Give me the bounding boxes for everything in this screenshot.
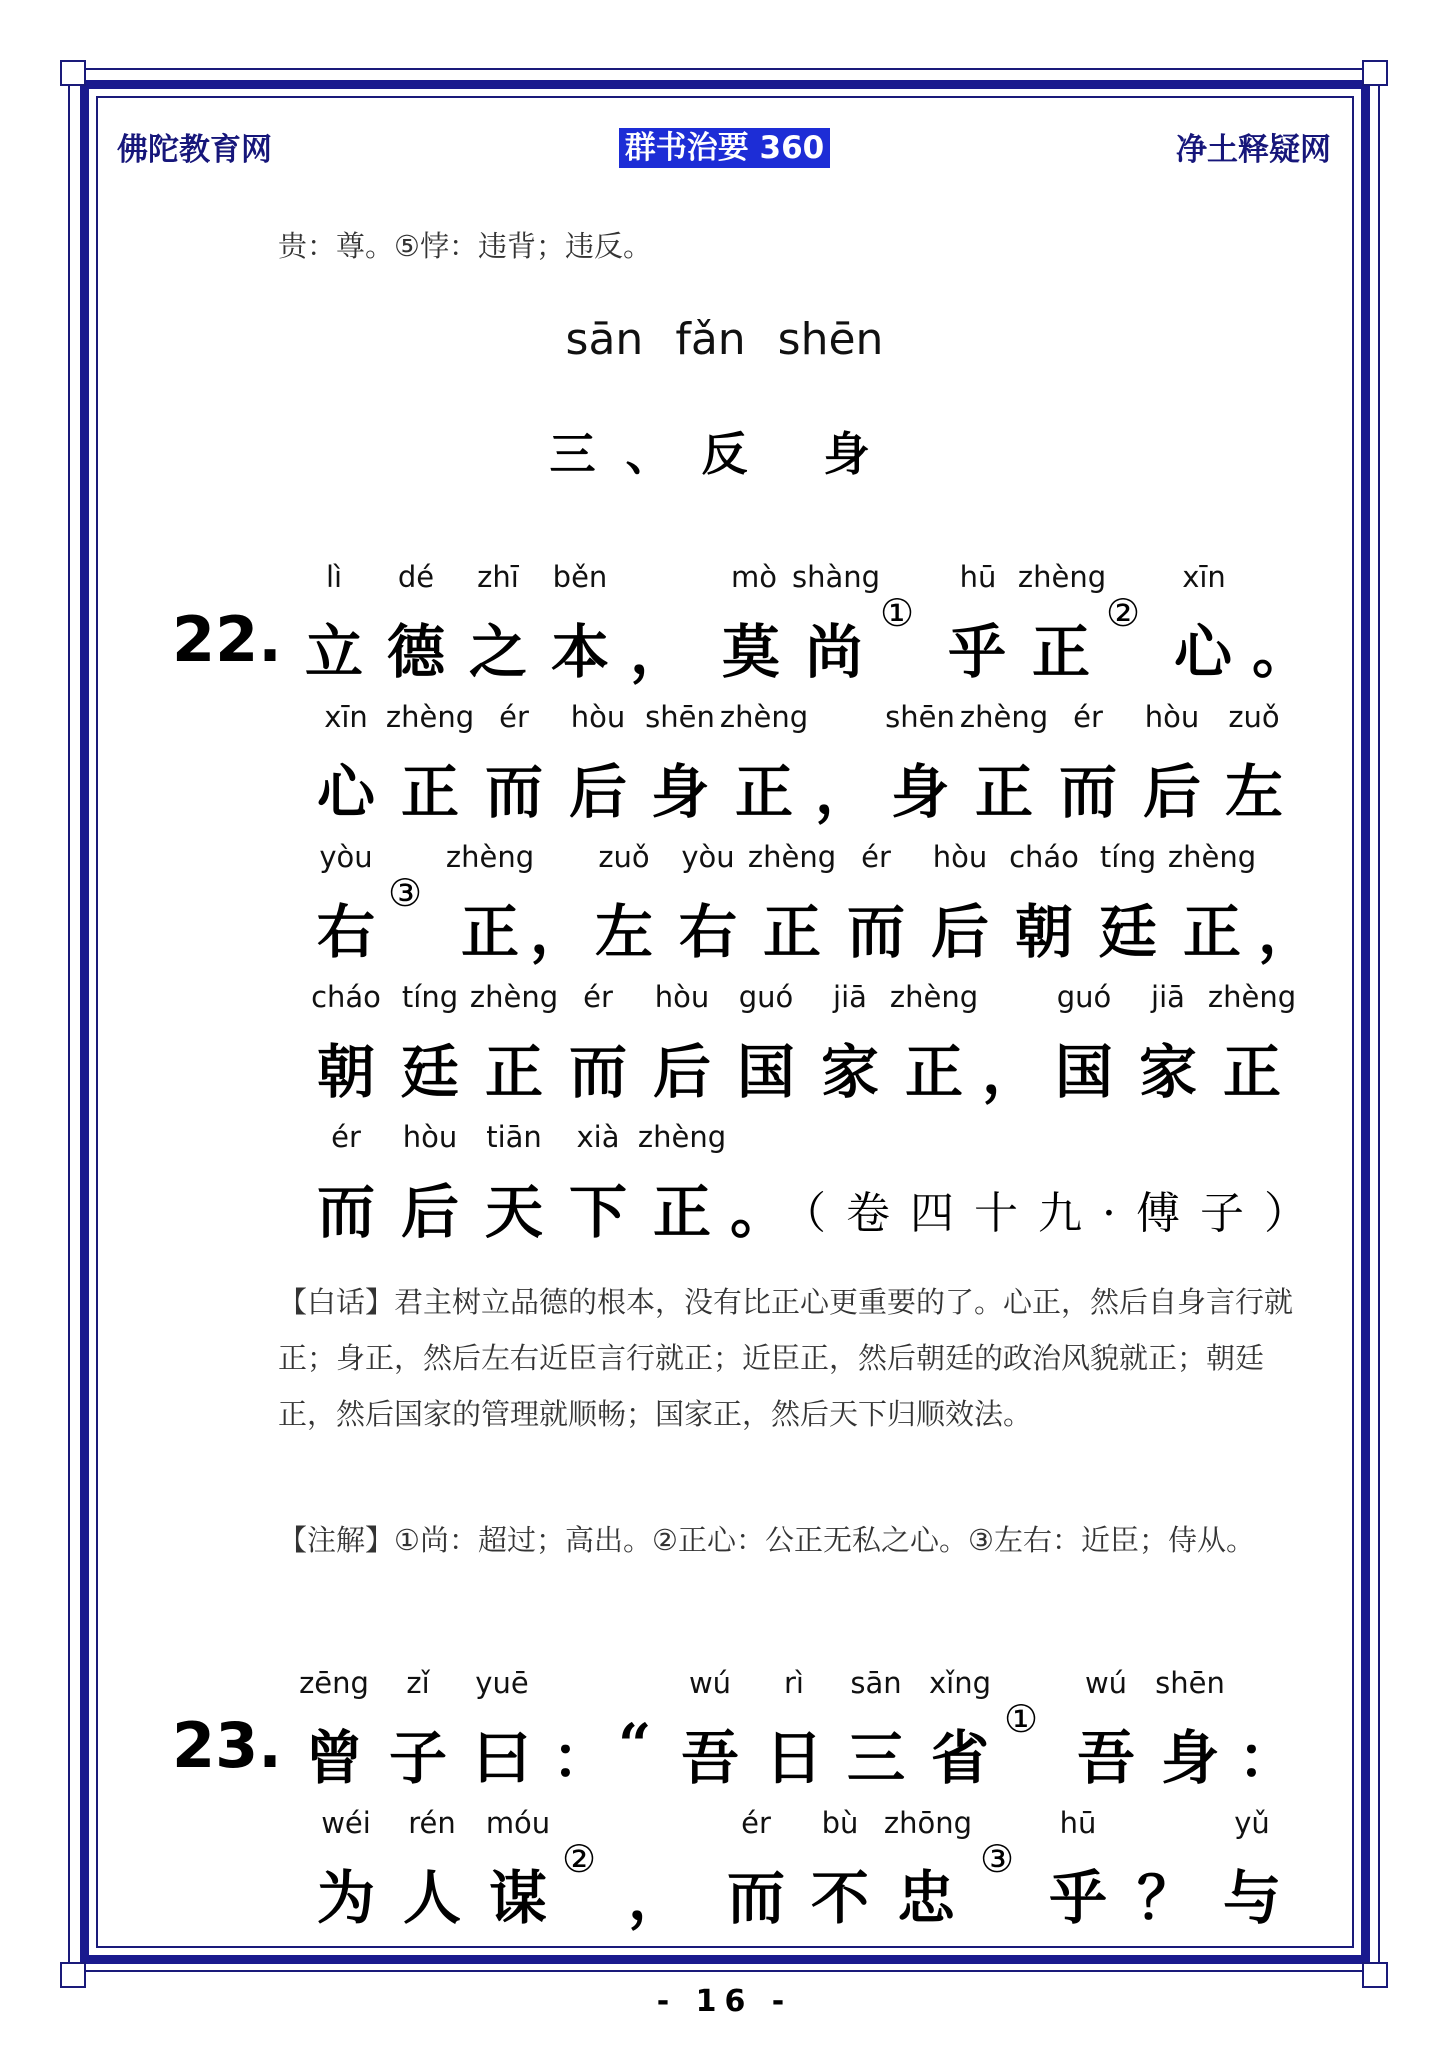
verse-char: 忠 bbox=[897, 1864, 956, 1932]
verse-char: 后 bbox=[401, 1178, 460, 1246]
verse-char: 左 bbox=[595, 898, 654, 966]
pinyin-syllable: lì bbox=[325, 560, 343, 594]
pinyin-syllable: xīn bbox=[1182, 560, 1226, 594]
verse-char: 正 bbox=[905, 1038, 964, 1106]
pinyin-syllable: shàng bbox=[791, 560, 881, 594]
pinyin-row bbox=[0, 1806, 1449, 1842]
verse-line bbox=[0, 871, 1449, 966]
verse-char: 家 bbox=[1139, 1038, 1198, 1106]
verse-char: 吾 bbox=[681, 1724, 740, 1792]
verse-char: 正 bbox=[1223, 1038, 1282, 1106]
verse-char: 心 bbox=[1174, 618, 1233, 686]
pinyin-syllable: hòu bbox=[1144, 700, 1200, 734]
verse-char: 而 bbox=[727, 1864, 786, 1932]
baihua-translation: 【白话】君主树立品德的根本，没有比正心更重要的了。心正，然后自身言行就正；身正，然后左右近臣言行就正；近臣正，然后朝廷的政治风貌就正；朝廷正，然后国家的管理就顺畅；国家正，然后天下归顺效法。 bbox=[278, 1285, 1294, 1431]
pinyin-syllable: yòu bbox=[319, 840, 373, 874]
verse-char: 廷 bbox=[1099, 898, 1158, 966]
verse-char: 德 bbox=[387, 618, 446, 686]
verse-char: 吾 bbox=[1077, 1724, 1136, 1792]
verse-char: ： bbox=[1238, 1724, 1297, 1792]
verse-char: 正 bbox=[401, 758, 460, 826]
verse-char: 人 bbox=[403, 1864, 462, 1932]
section-title: 三、反 身 bbox=[549, 427, 900, 481]
verse-line bbox=[0, 591, 1449, 686]
verse-char: ： bbox=[552, 1724, 611, 1792]
verse-char: 后 bbox=[653, 1038, 712, 1106]
frame-corner bbox=[60, 60, 86, 86]
verse-char: 与 bbox=[1223, 1864, 1282, 1932]
verse-char: “ bbox=[618, 1711, 652, 1779]
pinyin-syllable: yuē bbox=[475, 1666, 529, 1700]
section-pinyin-syllable: fǎn bbox=[675, 314, 746, 365]
header-title-highlight: 群书治要 360 bbox=[619, 128, 831, 168]
pinyin-syllable: zēng bbox=[299, 1666, 369, 1700]
verse-char: 为 bbox=[317, 1864, 376, 1932]
verse-char: 右 bbox=[679, 898, 738, 966]
verse-char: 本 bbox=[551, 618, 610, 686]
source-citation: （卷四十九·傅子） bbox=[782, 1188, 1328, 1239]
pinyin-syllable: shēn bbox=[1155, 1666, 1225, 1700]
section-pinyin-syllable: sān bbox=[565, 314, 644, 365]
verse-char: 之 bbox=[469, 618, 528, 686]
pinyin-syllable: wéi bbox=[321, 1806, 371, 1840]
verse-char: 廷 bbox=[401, 1038, 460, 1106]
pinyin-row bbox=[0, 700, 1449, 736]
pinyin-row bbox=[0, 560, 1449, 596]
pinyin-syllable: xià bbox=[576, 1120, 620, 1154]
pinyin-syllable: bù bbox=[821, 1806, 859, 1840]
verse-char: 家 bbox=[821, 1038, 880, 1106]
pinyin-syllable: zhōng bbox=[883, 1806, 973, 1840]
verse-char: 身 bbox=[651, 758, 710, 826]
pinyin-syllable: xīn bbox=[324, 700, 368, 734]
pinyin-syllable: zhèng bbox=[385, 700, 475, 734]
verse-char: 身 bbox=[891, 758, 950, 826]
pinyin-syllable: cháo bbox=[311, 980, 381, 1014]
verse-char: ， bbox=[815, 758, 874, 826]
pinyin-syllable: ér bbox=[861, 840, 891, 874]
verse-char: 乎 bbox=[1049, 1864, 1108, 1932]
pinyin-syllable: zhèng bbox=[959, 700, 1049, 734]
pinyin-syllable: zǐ bbox=[406, 1666, 430, 1700]
pinyin-syllable: wú bbox=[688, 1666, 732, 1700]
pinyin-syllable: jiā bbox=[833, 980, 867, 1014]
verse-char: 而 bbox=[317, 1178, 376, 1246]
verse-char: 而 bbox=[847, 898, 906, 966]
verse-char: 国 bbox=[1055, 1038, 1114, 1106]
pinyin-syllable: wú bbox=[1084, 1666, 1128, 1700]
pinyin-syllable: zhèng bbox=[1017, 560, 1107, 594]
pinyin-syllable: zuǒ bbox=[598, 840, 650, 874]
pinyin-syllable: shēn bbox=[885, 700, 955, 734]
verse-char: 朝 bbox=[317, 1038, 376, 1106]
pinyin-syllable: ér bbox=[1073, 700, 1103, 734]
verse-char: 三 bbox=[847, 1724, 906, 1792]
pinyin-syllable: mò bbox=[731, 560, 777, 594]
verse-line bbox=[0, 1837, 1449, 1932]
header-left-site: 佛陀教育网 bbox=[117, 132, 272, 168]
section-pinyin-syllable: shēn bbox=[777, 314, 884, 365]
footnote-marker: ① bbox=[1004, 1697, 1039, 1741]
pinyin-syllable: zhèng bbox=[719, 700, 809, 734]
verse-char: 正 bbox=[485, 1038, 544, 1106]
verse-char: 。 bbox=[1252, 618, 1311, 686]
verse-char: 身 bbox=[1161, 1724, 1220, 1792]
verse-char: 正 bbox=[653, 1178, 712, 1246]
verse-char: 后 bbox=[569, 758, 628, 826]
footnote-marker: ② bbox=[1106, 591, 1141, 635]
pinyin-syllable: zhèng bbox=[747, 840, 837, 874]
pinyin-syllable: guó bbox=[1056, 980, 1112, 1014]
verse-char: 而 bbox=[569, 1038, 628, 1106]
pinyin-syllable: hū bbox=[959, 560, 997, 594]
footnote-marker: ③ bbox=[388, 871, 423, 915]
pinyin-syllable: ér bbox=[741, 1806, 771, 1840]
verse-char: 子 bbox=[389, 1724, 448, 1792]
verse-char: 而 bbox=[1059, 758, 1118, 826]
verse-char: 左 bbox=[1225, 758, 1284, 826]
zhujie-annotation: 【注解】①尚：超过；高出。②正心：公正无私之心。③左右：近臣；侍从。 bbox=[278, 1523, 1255, 1557]
verse-char: 心 bbox=[317, 758, 376, 826]
verse-char: 乎 bbox=[948, 618, 1007, 686]
verse-char: 正 bbox=[763, 898, 822, 966]
verse-char: 后 bbox=[931, 898, 990, 966]
verse-char: 正 bbox=[461, 898, 520, 966]
pinyin-row bbox=[0, 840, 1449, 876]
verse-char: 正 bbox=[975, 758, 1034, 826]
pinyin-syllable: rén bbox=[408, 1806, 456, 1840]
verse-char: 日 bbox=[765, 1724, 824, 1792]
pinyin-syllable: sān bbox=[850, 1666, 902, 1700]
pinyin-syllable: ér bbox=[499, 700, 529, 734]
pinyin-syllable: cháo bbox=[1009, 840, 1079, 874]
entry-number: 23. bbox=[172, 1709, 282, 1782]
frame-corner bbox=[1362, 60, 1388, 86]
footnote-marker: ① bbox=[880, 591, 915, 635]
verse-char: 天 bbox=[485, 1178, 544, 1246]
header-right-site: 净土释疑网 bbox=[1176, 132, 1331, 168]
verse-char: 谋 bbox=[489, 1864, 548, 1932]
pinyin-row bbox=[0, 1666, 1449, 1702]
top-note: 贵：尊。⑤悖：违背；违反。 bbox=[278, 229, 652, 263]
pinyin-syllable: zhèng bbox=[469, 980, 559, 1014]
verse-char: 正 bbox=[1032, 618, 1091, 686]
verse-char: 下 bbox=[569, 1178, 628, 1246]
pinyin-syllable: shēn bbox=[645, 700, 715, 734]
verse-char: 不 bbox=[811, 1864, 870, 1932]
pinyin-syllable: hòu bbox=[654, 980, 710, 1014]
verse-line bbox=[0, 1025, 1449, 1106]
verse-char: ， bbox=[628, 1864, 687, 1932]
pinyin-syllable: yǔ bbox=[1234, 1806, 1270, 1840]
pinyin-syllable: hòu bbox=[570, 700, 626, 734]
verse-char: 国 bbox=[737, 1038, 796, 1106]
verse-char: ， bbox=[530, 898, 589, 966]
pinyin-syllable: dé bbox=[397, 560, 435, 594]
verse-char: 尚 bbox=[805, 618, 864, 686]
pinyin-syllable: jiā bbox=[1151, 980, 1185, 1014]
verse-char: 省 bbox=[931, 1724, 990, 1792]
pinyin-syllable: zhī bbox=[477, 560, 519, 594]
page-number: - 16 - bbox=[656, 1984, 793, 2019]
pinyin-syllable: ér bbox=[583, 980, 613, 1014]
verse-char: 。 bbox=[730, 1178, 789, 1246]
section-pinyin bbox=[0, 314, 1449, 365]
verse-char: 正 bbox=[735, 758, 794, 826]
pinyin-syllable: tíng bbox=[401, 980, 459, 1014]
verse-char: 曰 bbox=[473, 1724, 532, 1792]
verse-char: ？ bbox=[1137, 1864, 1196, 1932]
pinyin-syllable: tíng bbox=[1099, 840, 1157, 874]
pinyin-syllable: hū bbox=[1059, 1806, 1097, 1840]
verse-char: 莫 bbox=[722, 618, 781, 686]
verse-char: 朝 bbox=[1015, 898, 1074, 966]
pinyin-syllable: tiān bbox=[486, 1120, 542, 1154]
verse-line bbox=[0, 1697, 1449, 1792]
pinyin-syllable: guó bbox=[738, 980, 794, 1014]
pinyin-row bbox=[0, 980, 1449, 1016]
pinyin-syllable: móu bbox=[485, 1806, 551, 1840]
pinyin-syllable: zhèng bbox=[1207, 980, 1297, 1014]
verse-char: 而 bbox=[485, 758, 544, 826]
verse-char: 后 bbox=[1143, 758, 1202, 826]
verse-char: ， bbox=[982, 1038, 1041, 1106]
pinyin-syllable: xǐng bbox=[928, 1666, 992, 1700]
pinyin-row bbox=[0, 1120, 1449, 1156]
verse-char: ， bbox=[630, 618, 689, 686]
entry-number: 22. bbox=[172, 603, 282, 676]
pinyin-syllable: yòu bbox=[681, 840, 735, 874]
footnote-marker: ② bbox=[562, 1837, 597, 1881]
pinyin-syllable: hòu bbox=[932, 840, 988, 874]
verse-char: 曾 bbox=[305, 1724, 364, 1792]
pinyin-syllable: zhèng bbox=[1167, 840, 1257, 874]
pinyin-syllable: zhèng bbox=[637, 1120, 727, 1154]
pinyin-syllable: zhèng bbox=[889, 980, 979, 1014]
verse-char: 立 bbox=[305, 618, 364, 686]
verse-line bbox=[0, 745, 1449, 826]
pinyin-syllable: zuǒ bbox=[1228, 700, 1280, 734]
verse-line bbox=[0, 1165, 1449, 1246]
footnote-marker: ③ bbox=[980, 1837, 1015, 1881]
pinyin-syllable: zhèng bbox=[445, 840, 535, 874]
verse-char: ， bbox=[1258, 898, 1317, 966]
pinyin-syllable: běn bbox=[552, 560, 608, 594]
verse-char: 右 bbox=[317, 898, 376, 966]
pinyin-syllable: ér bbox=[331, 1120, 361, 1154]
pinyin-syllable: hòu bbox=[402, 1120, 458, 1154]
verse-char: 正 bbox=[1183, 898, 1242, 966]
pinyin-syllable: rì bbox=[784, 1666, 804, 1700]
